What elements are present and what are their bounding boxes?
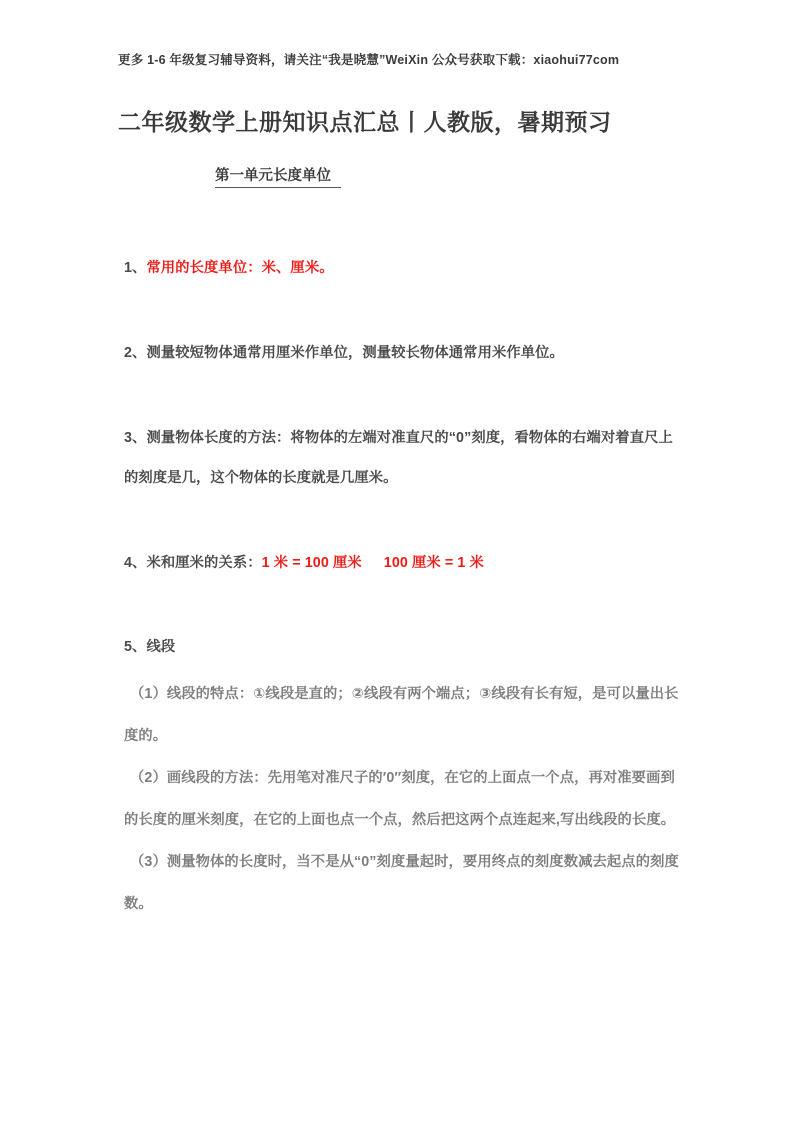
subpoint-2: （2）画线段的方法：先用笔对准尺子的′0″刻度，在它的上面点一个点，再对准要画到的长度的厘米刻度，在它的上面也点一个点，然后把这两个点连起来,写出线段的长度。	[124, 770, 676, 828]
point-5-number: 5、	[124, 639, 147, 655]
knowledge-point-5	[124, 627, 684, 667]
knowledge-point-3	[124, 418, 684, 498]
page-title: 二年级数学上册知识点汇总丨人教版，暑期预习	[118, 109, 612, 135]
subpoint-1: （1）线段的特点：①线段是直的；②线段有两个端点；③线段有长有短，是可以量出长度的。	[124, 686, 679, 744]
point-2-text: 测量较短物体通常用厘米作单位，测量较长物体通常用米作单位。	[146, 345, 564, 361]
knowledge-point-1	[124, 248, 684, 288]
section-heading: 第一单元长度单位	[215, 164, 341, 188]
point-4-label: 米和厘米的关系：	[146, 555, 262, 571]
point-3-number: 3、	[124, 430, 147, 446]
header-note: 更多 1-6 年级复习辅导资料，请关注“我是晓慧”WeiXin 公众号获取下载：xiaohui77com	[118, 53, 620, 67]
point-1-red-text: 常用的长度单位：米、厘米。	[146, 260, 334, 276]
point-4-formula-1: 1 米 = 100 厘米	[261, 555, 362, 571]
point-4-number: 4、	[124, 555, 147, 571]
content-body	[124, 248, 684, 925]
point-4-formula-2: 100 厘米 = 1 米	[383, 555, 484, 571]
point-5-text: 线段	[146, 639, 176, 655]
knowledge-point-4	[124, 543, 684, 583]
knowledge-point-2	[124, 333, 684, 373]
subpoint-3: （3）测量物体的长度时，当不是从“0”刻度量起时，要用终点的刻度数减去起点的刻度数。	[124, 854, 679, 912]
point-2-number: 2、	[124, 345, 147, 361]
point-3-text: 测量物体长度的方法：将物体的左端对准直尺的“0”刻度，看物体的右端对着直尺上的刻度是几，这个物体的长度就是几厘米。	[124, 430, 673, 486]
point-1-number: 1、	[124, 260, 147, 276]
